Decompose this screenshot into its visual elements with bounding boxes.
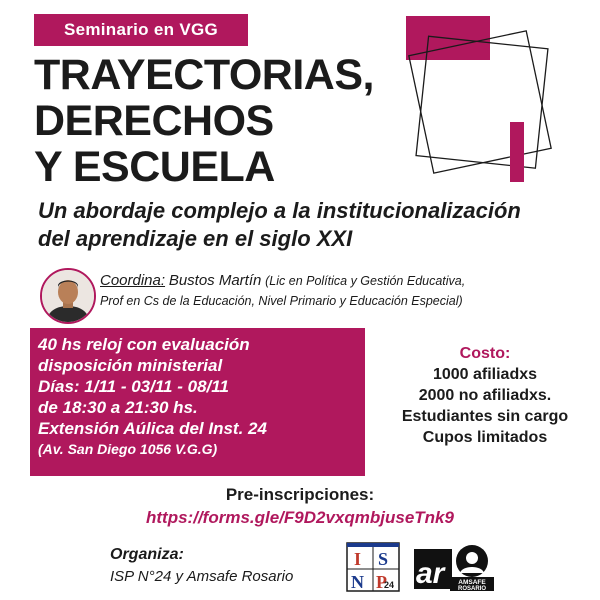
organiza-label: Organiza: xyxy=(110,546,184,563)
subtitle xyxy=(38,197,578,253)
isp-logo-s: S xyxy=(378,549,389,569)
coordinator-avatar xyxy=(40,268,96,324)
coordinator-line-1 xyxy=(100,271,595,291)
preregistration xyxy=(0,484,600,530)
decorative-squares xyxy=(380,12,580,202)
detail-disposition: disposición ministerial xyxy=(38,356,223,375)
cost-students: Estudiantes sin cargo xyxy=(401,408,569,425)
title-line-2: DERECHOS xyxy=(34,97,274,145)
cost-info xyxy=(380,344,590,448)
seminar-badge: Seminario en VGG xyxy=(34,14,248,46)
detail-hours: 40 hs reloj con evaluación xyxy=(38,335,250,354)
subtitle-line-1: Un abordaje complejo a la institucionalización xyxy=(38,198,521,223)
amsafe-logo-line1: AMSAFE xyxy=(458,579,486,586)
detail-days: Días: 1/11 - 03/11 - 08/11 xyxy=(38,377,229,396)
cost-non-affiliated: 2000 no afiliadxs. xyxy=(418,387,552,404)
coordina-label: Coordina: xyxy=(100,272,166,289)
preregistration-label: Pre-inscripciones: xyxy=(225,485,375,504)
isp-logo-i: I xyxy=(354,549,362,569)
preregistration-link[interactable]: https://forms.gle/F9D2vxqmbjuseTnk9 xyxy=(146,508,454,527)
cost-label: Costo: xyxy=(459,345,511,362)
detail-time: de 18:30 a 21:30 hs. xyxy=(38,398,198,417)
course-details-box xyxy=(30,328,365,476)
coordinator-info xyxy=(100,271,595,311)
coordinator-credentials-1: (Lic en Política y Gestión Educativa, xyxy=(265,274,466,288)
limited-spots: Cupos limitados xyxy=(422,429,548,446)
cost-affiliated: 1000 afiliadxs xyxy=(432,366,538,383)
coordinator-name: Bustos Martín xyxy=(168,272,262,289)
amsafe-logo xyxy=(414,543,494,591)
coordinator-credentials-2: Prof en Cs de la Educación, Nivel Primario y Educación Especial) xyxy=(100,294,463,308)
isp-logo xyxy=(346,542,400,592)
isp-logo-p: P xyxy=(376,572,387,592)
amsafe-logo-mark: ar xyxy=(416,557,445,590)
title-line-3: Y ESCUELA xyxy=(34,143,275,191)
amsafe-logo-line2: ROSARIO xyxy=(457,586,487,591)
organizers xyxy=(110,544,293,588)
organizers-text: ISP N°24 y Amsafe Rosario xyxy=(110,568,294,585)
main-title xyxy=(34,52,374,190)
detail-location: Extensión Aúlica del Inst. 24 xyxy=(38,419,267,438)
detail-address: (Av. San Diego 1056 V.G.G) xyxy=(38,441,218,457)
subtitle-line-2: del aprendizaje en el siglo XXI xyxy=(38,226,353,251)
deco-bottom-bar xyxy=(510,122,524,182)
isp-logo-n: N xyxy=(351,572,364,592)
title-line-1: TRAYECTORIAS, xyxy=(34,51,374,99)
person-icon xyxy=(42,270,94,322)
isp-logo-number: 24 xyxy=(384,580,395,590)
